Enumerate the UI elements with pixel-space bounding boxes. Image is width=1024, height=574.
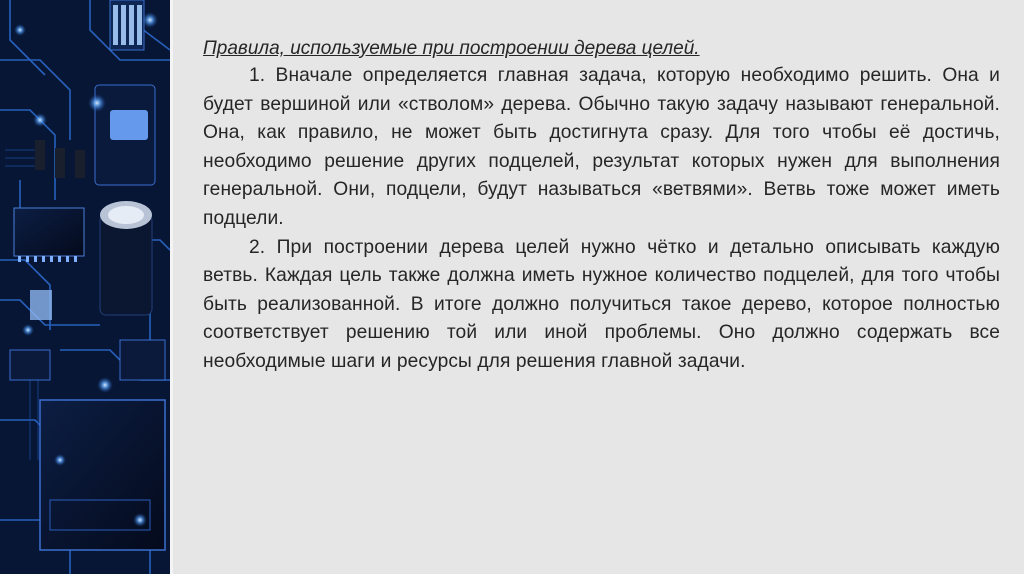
- slide-body: [203, 36, 1000, 377]
- panel-divider: [170, 0, 173, 574]
- rule-paragraph-2: 2. При построении дерева целей нужно чётко и детально описывать каждую ветвь. Каждая цель также должна иметь нужное количество подцелей, для того чтобы быть реализованной. В итоге должно получиться такое дерево, которое полностью соответствует решению той или иной проблемы. Оно должно содержать все необходимые шаги и ресурсы для решения главной задачи.: [203, 236, 1000, 372]
- rule-paragraph-1: 1. Вначале определяется главная задача, которую необходимо решить. Она и будет вершиной или «стволом» дерева. Обычно такую задачу называют генеральной. Она, как правило, не может быть достигнута сразу. Для того чтобы её достичь, необходимо решение других подцелей, результат которых нужен для выполнения генеральной. Они, подцели, будут называться «ветвями». Ветвь тоже может иметь подцели.: [203, 65, 1000, 229]
- slide-title: Правила, используемые при построении дерева целей.: [203, 38, 700, 59]
- circuit-board-image: [0, 0, 170, 574]
